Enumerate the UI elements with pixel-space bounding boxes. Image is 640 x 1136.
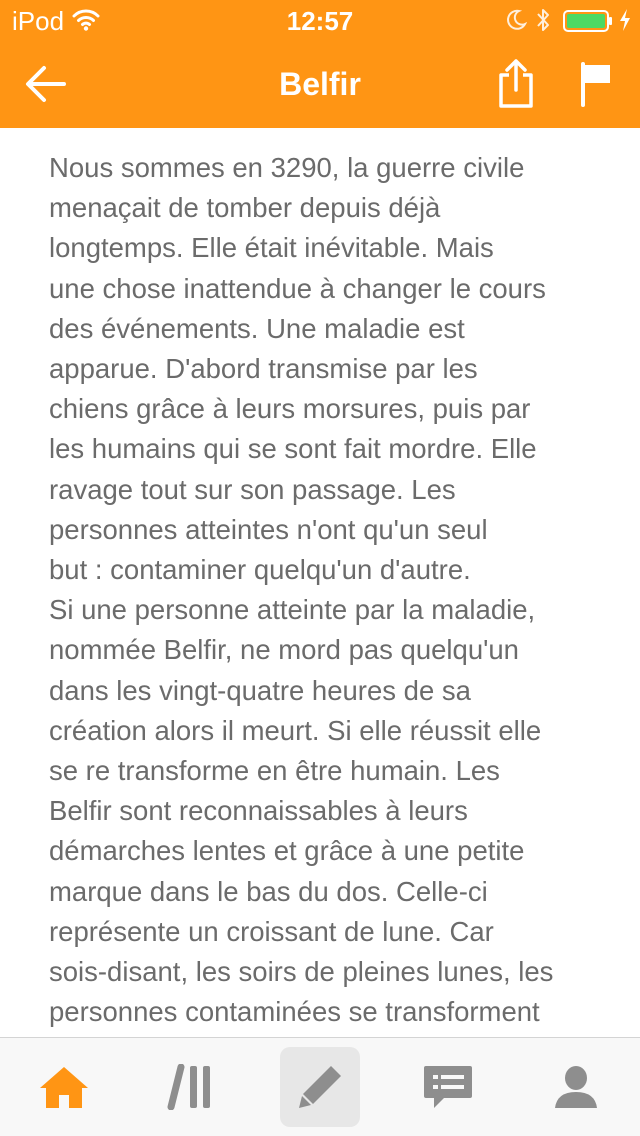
charging-icon <box>618 8 632 32</box>
library-icon <box>167 1064 217 1110</box>
tab-library[interactable] <box>152 1047 232 1127</box>
bluetooth-icon <box>535 7 551 33</box>
device-name: iPod <box>12 6 65 36</box>
profile-icon <box>553 1064 599 1110</box>
story-text: Nous sommes en 3290, la guerre civile menaçait de tomber depuis déjà longtemps. Elle était inévitable. Mais une chose inattendue à changer le cours des événements. Une maladie est apparue. D'abord transmise par les chiens grâce à leurs morsures, puis par les humains qui se sont fait mordre. Elle ravage tout sur son passage. Les personnes atteintes n'ont qu'un seul but : contaminer quelqu'un d'autre. Si une personne atteinte par la maladie, nommée Belfir, ne mord pas quelqu'un dans les vingt-quatre heures de sa création alors il meurt. Si elle réussit elle se re transforme en être humain. Les Belfir sont reconnaissables à leurs démarches lentes et grâce à une petite marque dans le bas du dos. Celle-ci représente un croissant de lune. Car sois-disant, les soirs de pleines lunes, les personnes contaminées se transforment <box>49 152 554 1028</box>
tab-bar <box>0 1037 640 1136</box>
tab-profile[interactable] <box>536 1047 616 1127</box>
tab-messages[interactable] <box>408 1047 488 1127</box>
back-button[interactable] <box>14 52 78 116</box>
page-title: Belfir <box>279 66 361 102</box>
pencil-icon <box>295 1062 345 1112</box>
chat-icon <box>422 1063 474 1111</box>
share-icon <box>497 57 535 109</box>
battery-icon <box>563 10 613 32</box>
arrow-left-icon <box>24 64 68 104</box>
status-time: 12:57 <box>286 6 354 36</box>
flag-button[interactable] <box>568 52 624 116</box>
home-icon <box>38 1064 90 1110</box>
story-content[interactable] <box>0 128 640 1037</box>
status-bar <box>0 0 640 40</box>
share-button[interactable] <box>488 50 544 116</box>
nav-bar <box>0 40 640 128</box>
tab-write[interactable] <box>280 1047 360 1127</box>
tab-home[interactable] <box>24 1047 104 1127</box>
moon-icon <box>505 9 527 31</box>
flag-icon <box>579 61 613 107</box>
